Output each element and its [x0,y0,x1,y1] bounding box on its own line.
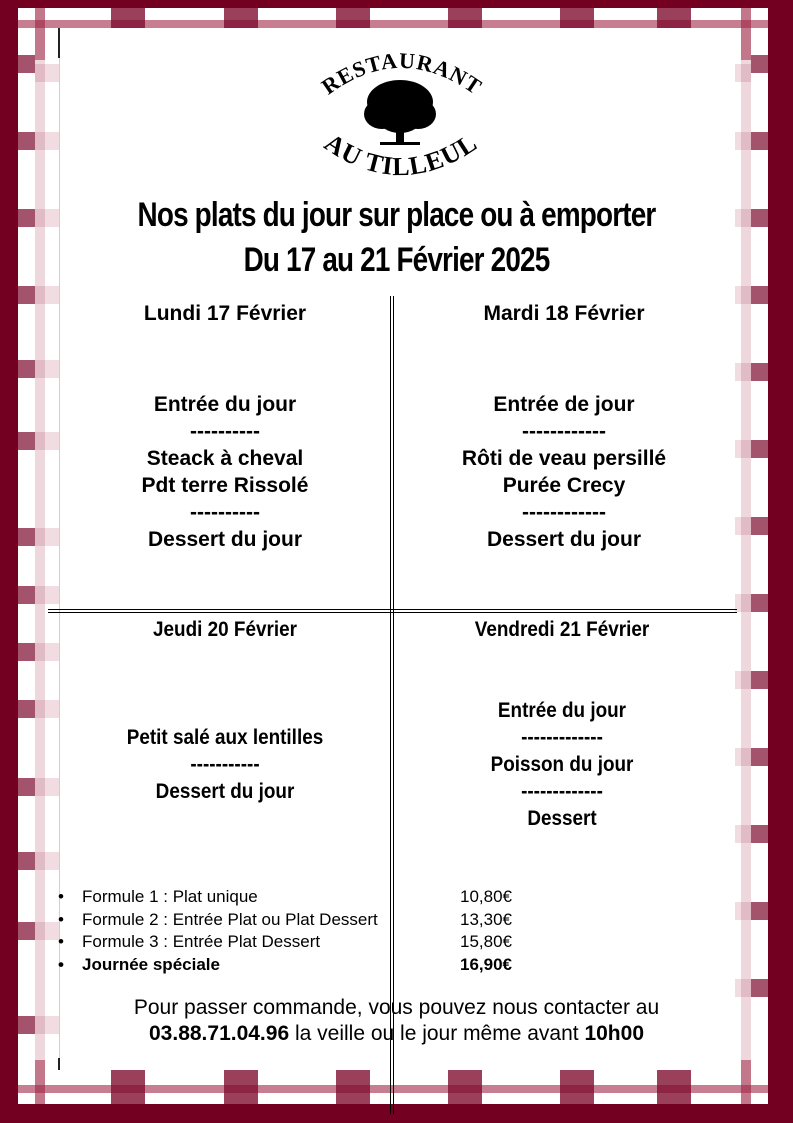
day-cell-friday [411,618,713,642]
crop-mark [58,28,60,58]
gingham-band-right-corner [741,8,751,60]
price-row [58,931,538,954]
dish: Dessert [527,807,597,830]
day-menu-monday [60,391,390,553]
day-title: Jeudi 20 Février [153,618,297,641]
gingham-block [224,1068,258,1104]
gingham-block-pale [35,209,60,227]
dish: Dessert du jour [486,528,642,551]
gingham-block [18,643,35,661]
gingham-block [751,440,768,458]
svg-text:AU TILLEUL: AU TILLEUL [319,127,483,182]
crop-mark [58,1058,60,1070]
separator: ------------- [521,726,603,749]
separator: ---------- [190,501,260,524]
restaurant-logo [300,40,500,190]
gingham-block [751,594,768,612]
gingham-block [18,778,35,796]
dish: Rôti de veau persillé [461,447,667,470]
gingham-block [18,852,35,870]
dish: Dessert du jour [155,780,295,803]
gingham-block [560,1068,594,1104]
dish: Steack à cheval [146,447,304,470]
gingham-block-pale [35,64,60,82]
price-label: Formule 3 : Entrée Plat Dessert [82,932,321,951]
price-value: 16,90€ [460,954,512,974]
gingham-band-left-corner [35,8,45,60]
day-cell-tuesday [394,302,734,326]
day-menu-friday [411,697,713,832]
order-contact [40,1022,753,1046]
gingham-band-right [741,8,751,1104]
dish: Entrée du jour [153,393,297,416]
day-cell-monday [60,302,390,326]
day-title: Lundi 17 Février [143,302,307,325]
day-cell-thursday [77,618,374,642]
gingham-block [336,8,370,28]
dish: Dessert du jour [147,528,303,551]
gingham-block-pale [35,586,60,604]
bullet-icon: • [58,909,64,929]
order-info: Pour passer commande, vous pouvez nous contacter au [133,996,660,1019]
price-row [58,909,538,932]
gingham-block [751,286,768,304]
gingham-block [751,517,768,535]
gingham-block [751,979,768,997]
dish: Poisson du jour [490,753,634,776]
day-title: Vendredi 21 Février [474,618,650,641]
dish: Petit salé aux lentilles [126,726,324,749]
gingham-block [751,363,768,381]
bullet-icon: • [58,932,64,951]
dish: Entrée du jour [497,699,627,722]
gingham-block [448,8,482,28]
separator: ------------ [522,420,606,443]
gingham-block [751,748,768,766]
price-label: Formule 1 : Plat unique [82,887,258,906]
dish: Pdt terre Rissolé [141,474,309,497]
gingham-block [18,700,35,718]
gingham-block-pale [35,528,60,546]
gingham-block [18,209,35,227]
price-label: Journée spéciale [82,954,220,974]
gingham-block [657,8,691,28]
gingham-block-pale [35,360,60,378]
price-value: 15,80€ [460,932,512,951]
gingham-block [18,286,35,304]
gingham-block [751,902,768,920]
gingham-band-left-corner [35,1060,45,1104]
dish: Entrée de jour [493,393,635,416]
gingham-block [336,1068,370,1104]
gingham-block [751,55,768,73]
phone-number: 03.88.71.04.96 [149,1022,290,1045]
price-row [58,886,538,909]
bullet-icon: • [58,954,64,974]
gingham-block [18,1016,35,1034]
order-conditions: la veille ou le jour même avant [289,1022,585,1045]
gingham-block [18,922,35,940]
headline-title: Nos plats du jour sur place ou à emporter [137,196,656,234]
tree-icon [300,40,500,190]
gingham-block-pale [35,852,60,870]
gingham-block [18,528,35,546]
gingham-band-right-corner [741,1060,751,1104]
gingham-block [657,1068,691,1104]
price-label: Formule 2 : Entrée Plat ou Plat Dessert [82,909,378,929]
gingham-block-pale [35,778,60,796]
gingham-block [18,432,35,450]
order-deadline: 10h00 [584,1022,644,1045]
gingham-block [18,360,35,378]
day-menu-thursday [77,724,374,805]
price-value: 10,80€ [460,887,512,906]
separator: ------------ [522,501,606,524]
separator: ----------- [190,753,260,776]
price-list [58,886,538,976]
gingham-block [751,671,768,689]
gingham-block [751,825,768,843]
gingham-block [751,132,768,150]
price-row-special [58,954,538,977]
headline-dates: Du 17 au 21 Février 2025 [243,241,550,279]
gingham-block [560,8,594,28]
price-value: 13,30€ [460,909,512,929]
gingham-block [111,8,145,28]
svg-text:RESTAURANT: RESTAURANT [316,47,487,100]
gingham-block [111,1068,145,1104]
gingham-block-pale [35,132,60,150]
gingham-block [18,55,35,73]
dish: Purée Crecy [502,474,626,497]
grid-divider-horizontal [48,609,737,613]
gingham-block [18,132,35,150]
gingham-block-pale [35,286,60,304]
day-menu-tuesday [394,391,734,553]
gingham-block-pale [35,432,60,450]
separator: ------------- [521,780,603,803]
separator: ---------- [190,420,260,443]
gingham-block [751,209,768,227]
gingham-block [224,8,258,28]
gingham-block-pale [35,643,60,661]
day-title: Mardi 18 Février [483,302,645,325]
gingham-block [18,586,35,604]
gingham-block-pale [35,700,60,718]
gingham-block [448,1068,482,1104]
bullet-icon: • [58,887,64,906]
gingham-block-pale [35,922,60,940]
